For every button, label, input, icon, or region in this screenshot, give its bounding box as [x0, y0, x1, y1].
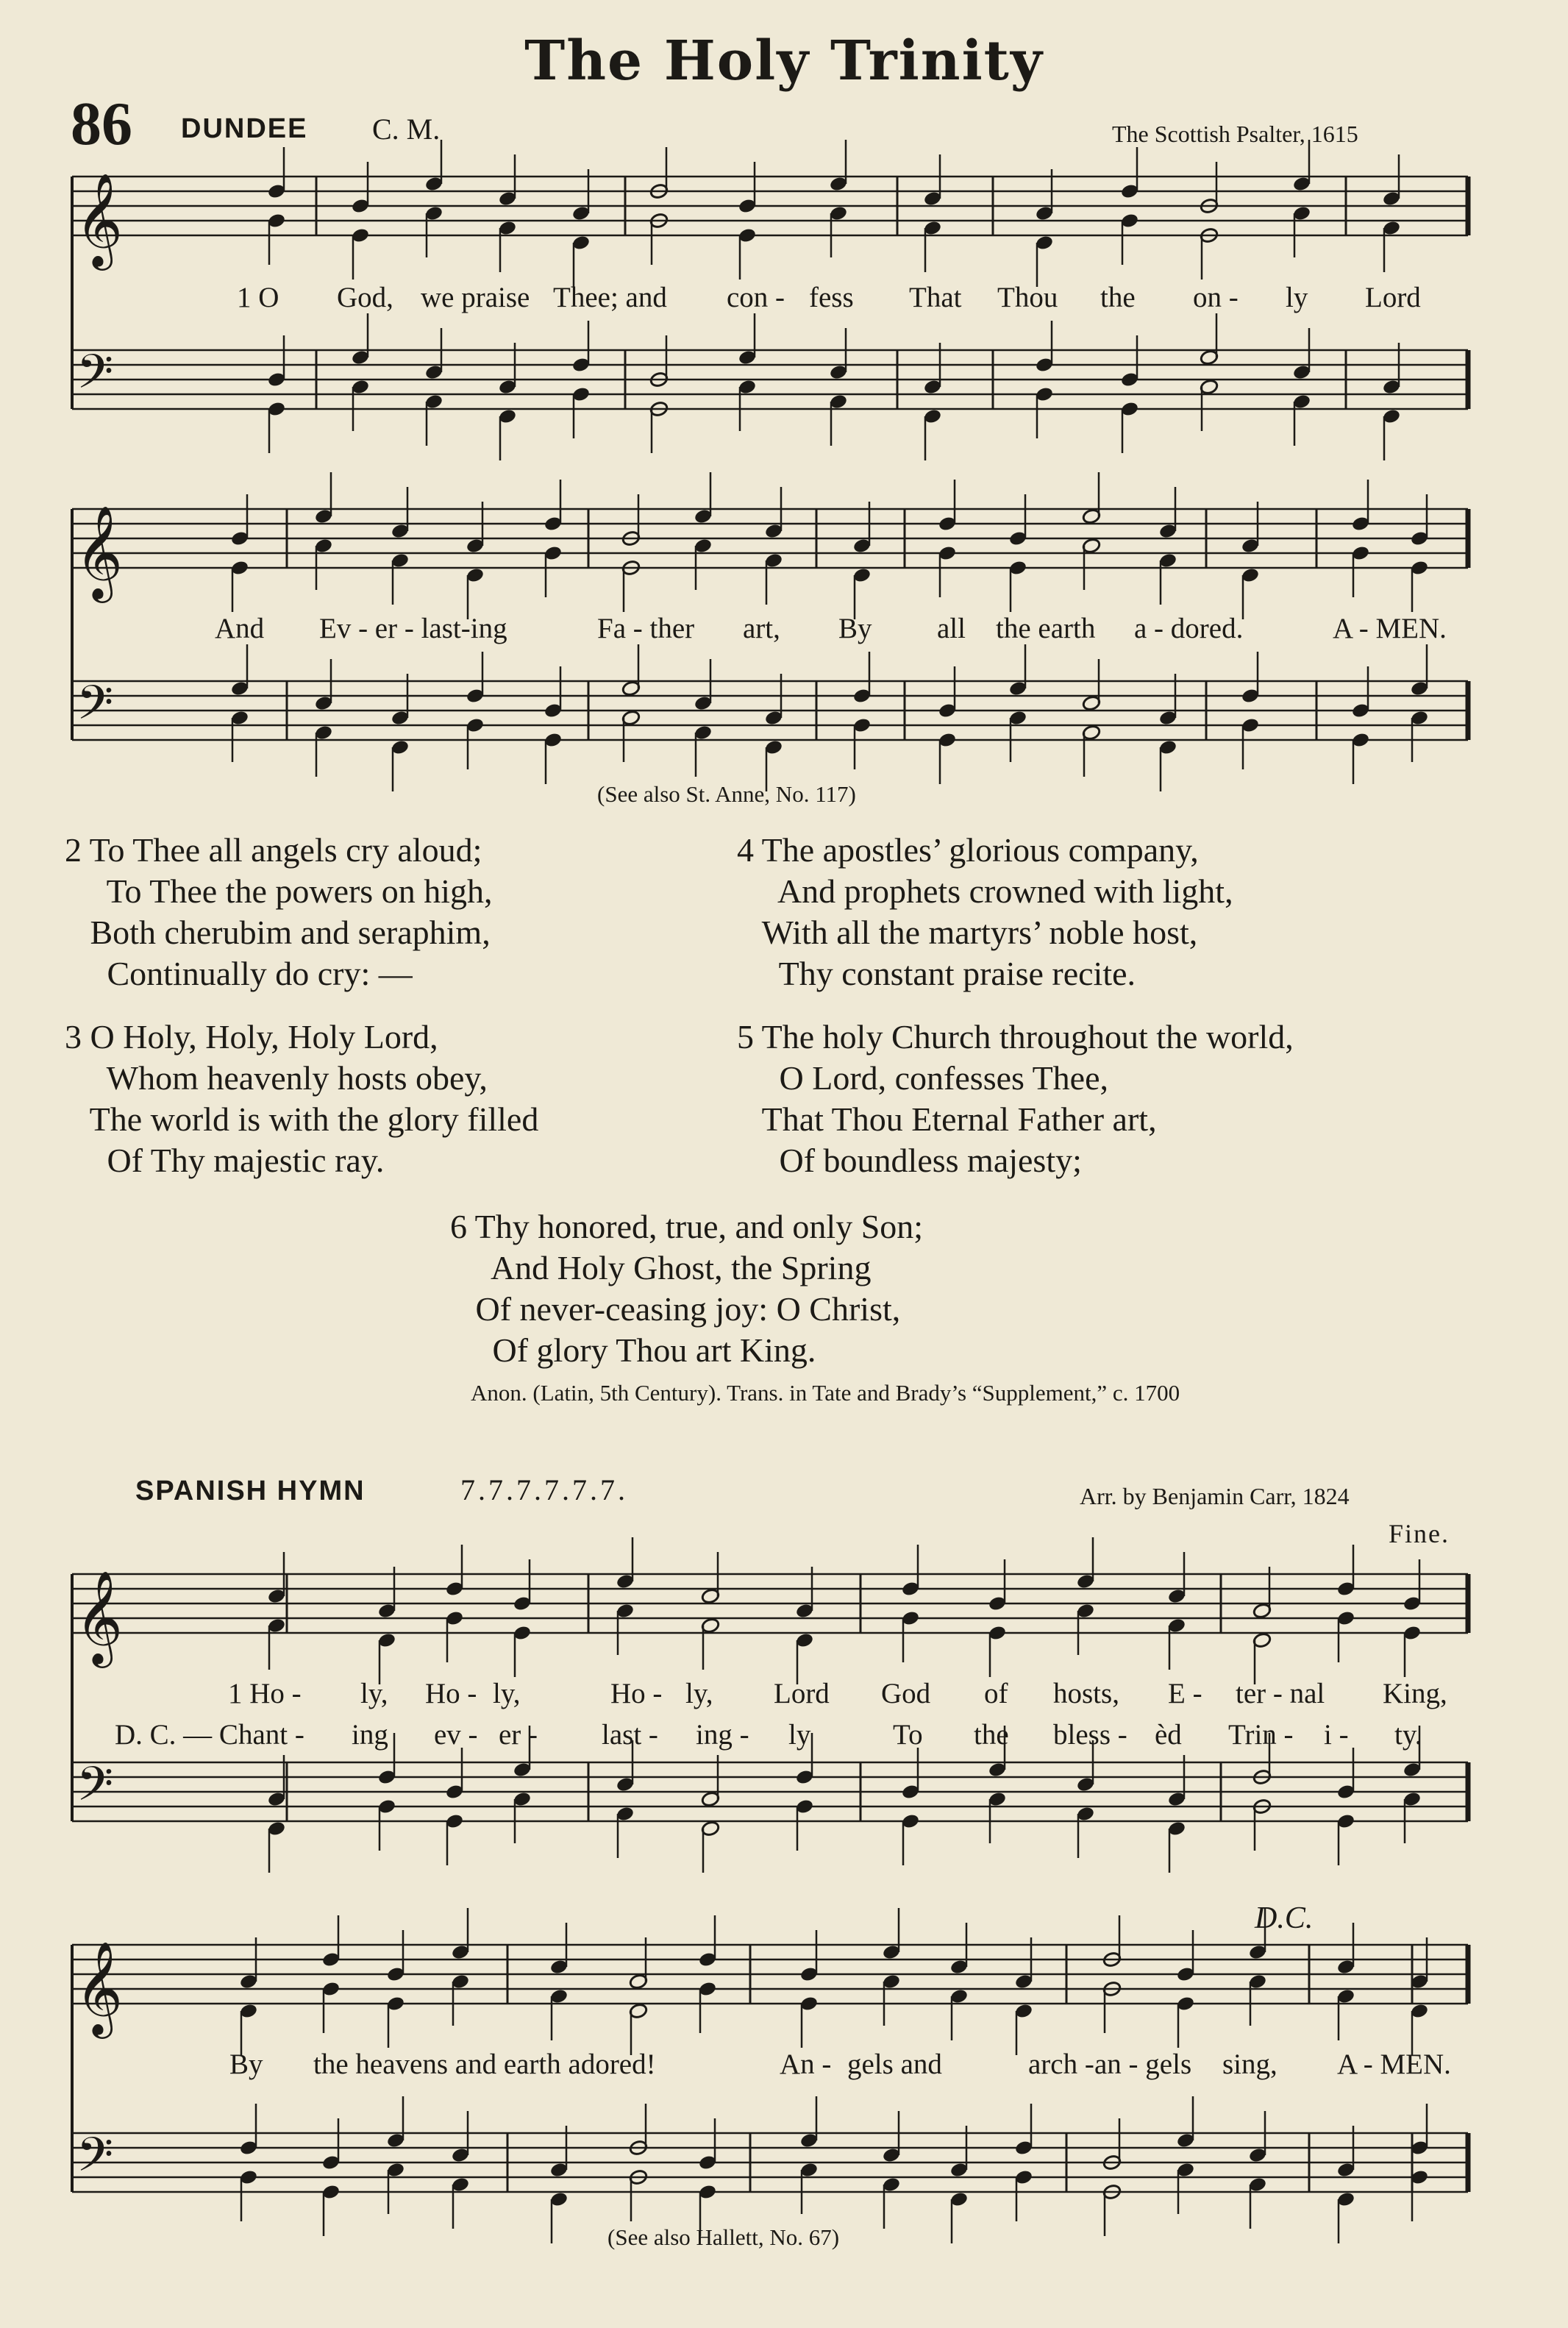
lyric-syllable: the heavens and earth adored!: [313, 2048, 656, 2080]
lyric-syllable: A - MEN.: [1333, 613, 1447, 644]
lyric-syllable: sing,: [1222, 2048, 1277, 2080]
lyric-syllable: con -: [727, 282, 785, 313]
tune-meter-2: 7.7.7.7.7.7.: [460, 1473, 628, 1506]
hymn-number: 86: [71, 90, 132, 158]
lyric-syllable: Thou: [997, 282, 1058, 313]
lyric-syllable: Trin -: [1228, 1719, 1294, 1751]
lyric-syllable: on -: [1193, 282, 1239, 313]
lyric-syllable: King,: [1383, 1678, 1447, 1709]
lyric-syllable: ly: [1286, 282, 1308, 313]
tune-name: DUNDEE: [181, 113, 308, 144]
clef: 𝄞: [75, 172, 124, 266]
lyric-syllable: ly,: [493, 1678, 521, 1709]
lyric-syllable: all: [937, 613, 966, 644]
verse-4: 4 The apostles’ glorious company, And prophets crowned with light, With all the martyrs’ noble host, Thy constant praise recite.: [737, 831, 1233, 992]
verse-6: 6 Thy honored, true, and only Son; And Holy Ghost, the Spring Of never-ceasing joy: O Christ, Of glory Thou art King.: [450, 1208, 924, 1369]
lyric-syllable: An -: [780, 2048, 832, 2080]
clef: 𝄢: [76, 676, 114, 742]
lyric-syllable: God,: [337, 282, 393, 313]
lyric-syllable: èd: [1155, 1719, 1182, 1751]
lyric-syllable: ing: [352, 1719, 388, 1751]
lyric-syllable: 1 O: [237, 282, 279, 313]
dc-mark: D.C.: [1255, 1901, 1314, 1935]
lyric-syllable: ly,: [360, 1678, 388, 1709]
clef: 𝄞: [75, 1940, 124, 2035]
verse-2: 2 To Thee all angels cry aloud; To Thee the powers on high, Both cherubim and seraphim, Continually do cry: —: [65, 831, 493, 992]
lyric-syllable: art,: [743, 613, 780, 644]
tune-meter: C. M.: [372, 113, 441, 146]
lyric-syllable: arch -: [1028, 2048, 1094, 2080]
lyric-syllable: To: [893, 1719, 923, 1751]
lyric-syllable: Fa - ther: [597, 613, 695, 644]
page-title: The Holy Trinity: [524, 29, 1044, 93]
fine-mark: Fine.: [1389, 1519, 1450, 1548]
lyric-syllable: Ho -: [610, 1678, 663, 1709]
lyric-syllable: the: [974, 1719, 1009, 1751]
lyric-syllable: ing -: [696, 1719, 749, 1751]
lyric-syllable: ter - nal: [1236, 1678, 1325, 1709]
lyric-syllable: God: [881, 1678, 931, 1709]
lyric-syllable: That: [909, 282, 962, 313]
lyric-syllable: ly,: [685, 1678, 713, 1709]
text-attribution: Anon. (Latin, 5th Century). Trans. in Tate and Brady’s “Supplement,” c. 1700: [471, 1380, 1180, 1406]
see-also-note-2: (See also Hallett, No. 67): [607, 2224, 840, 2250]
lyric-syllable: bless -: [1053, 1719, 1127, 1751]
lyric-syllable: E -: [1168, 1678, 1202, 1709]
lyric-syllable: hosts,: [1053, 1678, 1119, 1709]
lyric-syllable: i -: [1324, 1719, 1349, 1751]
clef: 𝄢: [76, 1757, 114, 1823]
lyric-syllable: 1 Ho -: [228, 1678, 302, 1709]
lyric-syllable: Lord: [774, 1678, 830, 1709]
lyric-syllable: ty.: [1394, 1719, 1422, 1751]
tune-source: The Scottish Psalter, 1615: [1112, 121, 1358, 147]
lyric-syllable: Lord: [1365, 282, 1421, 313]
lyric-syllable: the earth: [996, 613, 1096, 644]
tune-source-2: Arr. by Benjamin Carr, 1824: [1080, 1483, 1350, 1509]
clef: 𝄞: [75, 1570, 124, 1664]
lyric-syllable: er -: [499, 1719, 538, 1751]
lyric-syllable: ev -: [434, 1719, 478, 1751]
lyric-syllable: Thee; and: [553, 282, 667, 313]
lyric-syllable: fess: [809, 282, 854, 313]
verse-3: 3 O Holy, Holy, Holy Lord, Whom heavenly hosts obey, The world is with the glory filled Of Thy majestic ray.: [65, 1018, 539, 1179]
lyric-syllable: Ho -: [425, 1678, 477, 1709]
lyric-syllable: of: [984, 1678, 1008, 1709]
lyric-syllable: A - MEN.: [1337, 2048, 1451, 2080]
clef: 𝄢: [76, 345, 114, 411]
verse-5: 5 The holy Church throughout the world, O Lord, confesses Thee, That Thou Eternal Father art, Of boundless majesty;: [737, 1018, 1294, 1179]
see-also-note: (See also St. Anne, No. 117): [597, 781, 856, 807]
clef: 𝄞: [75, 505, 124, 599]
tune-name-2: SPANISH HYMN: [135, 1476, 366, 1506]
lyric-syllable: D. C. — Chant -: [115, 1719, 304, 1751]
lyric-syllable: an - gels: [1094, 2048, 1192, 2080]
lyric-syllable: last -: [602, 1719, 658, 1751]
lyric-syllable: the: [1100, 282, 1136, 313]
clef: 𝄢: [76, 2128, 114, 2194]
lyric-syllable: ly: [788, 1719, 811, 1751]
lyric-syllable: we praise: [421, 282, 530, 313]
lyric-syllable: Ev - er - last-ing: [319, 613, 507, 644]
lyric-syllable: By: [229, 2048, 263, 2080]
lyric-syllable: a - dored.: [1134, 613, 1244, 644]
lyric-syllable: By: [838, 613, 872, 644]
lyric-syllable: gels and: [847, 2048, 942, 2080]
lyric-syllable: And: [215, 613, 265, 644]
